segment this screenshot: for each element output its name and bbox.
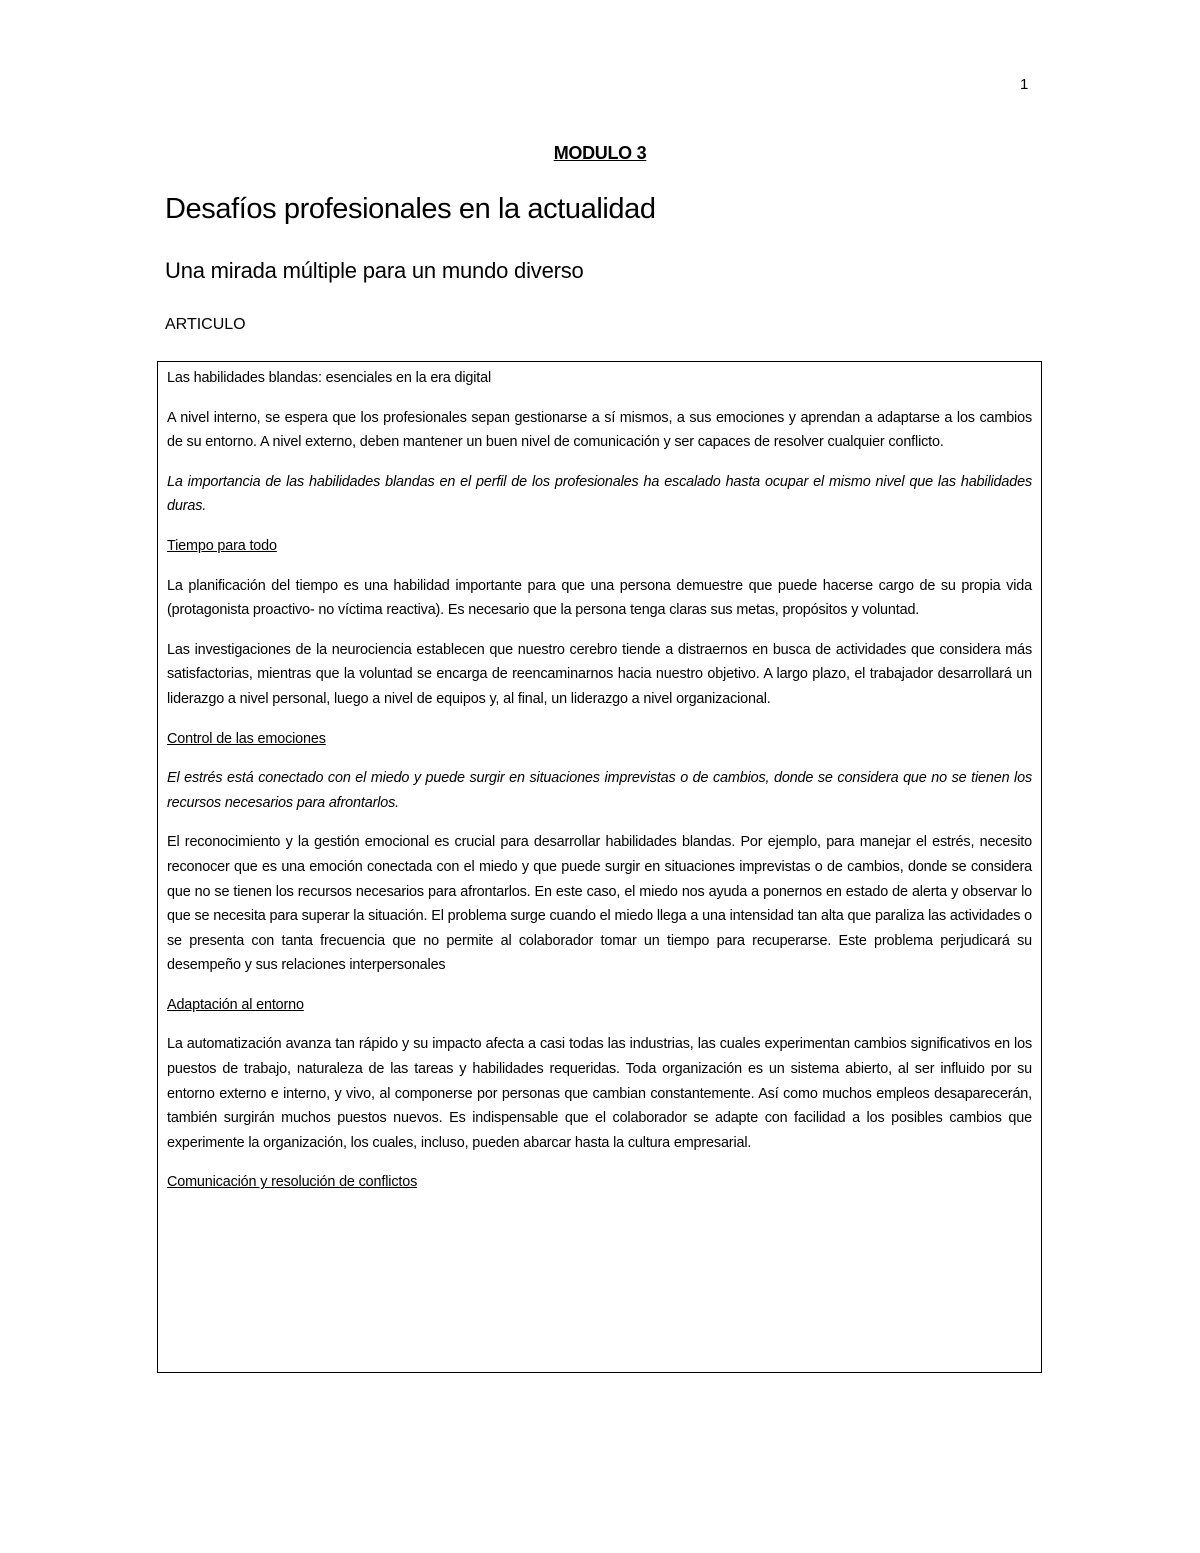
module-title: MODULO 3 xyxy=(553,143,647,163)
section-heading-communication: Comunicación y resolución de conflictos xyxy=(167,1174,418,1191)
article-paragraph: La planificación del tiempo es una habilidad importante para que una persona demuestre que puede hacerse cargo de su propia vida (protagonista proactivo- no víctima reactiva). Es necesario que la persona tenga claras sus metas, propósitos y voluntad. xyxy=(167,577,1032,619)
page-number: 1 xyxy=(1020,76,1029,93)
article-paragraph: La automatización avanza tan rápido y su impacto afecta a casi todas las industrias, las cuales experimentan cambios significativos en los puestos de trabajo, naturaleza de las tareas y habilidades requeridas. Toda organización es un sistema abierto, al ser influido por su entorno externo e interno, y vivo, al componerse por personas que cambian constantemente. Así como muchos empleos desaparecerán, también surgirán muchos puestos nuevos. Es indispensable que el colaborador se adapte con facilidad a los posibles cambios que experimente la organización, los cuales, incluso, pueden abarcar hasta la cultura empresarial. xyxy=(167,1036,1032,1151)
article-quote: La importancia de las habilidades blandas en el perfil de los profesionales ha escalado hasta ocupar el mismo nivel que las habilidades duras. xyxy=(167,473,1032,515)
section-heading-emotions: Control de las emociones xyxy=(167,730,326,747)
section-heading-time: Tiempo para todo xyxy=(167,537,277,554)
article-title: Las habilidades blandas: esenciales en la era digital xyxy=(167,370,492,386)
page-subtitle: Una mirada múltiple para un mundo diverso xyxy=(165,258,584,283)
article-intro: A nivel interno, se espera que los profesionales sepan gestionarse a sí mismos, a sus emociones y aprendan a adaptarse a los cambios de su entorno. A nivel externo, deben mantener un buen nivel de comunicación y ser capaces de resolver cualquier conflicto. xyxy=(167,409,1032,451)
section-label: ARTICULO xyxy=(165,316,246,333)
article-quote: El estrés está conectado con el miedo y puede surgir en situaciones imprevistas o de cambios, donde se considera que no se tienen los recursos necesarios para afrontarlos. xyxy=(167,770,1032,811)
article-paragraph: El reconocimiento y la gestión emocional es crucial para desarrollar habilidades blandas. Por ejemplo, para manejar el estrés, necesito reconocer que es una emoción conectada con el miedo y que puede surgir en situaciones imprevistas o de cambios, donde se considera que no se tienen los recursos necesarios para afrontarlos. En este caso, el miedo nos ayuda a ponernos en estado de alerta y observar lo que se necesita para superar la situación. El problema surge cuando el miedo llega a una intensidad tan alta que paraliza las actividades o se presenta con tanta frecuencia que no permite al colaborador tomar un tiempo para recuperarse. Este problema perjudicará su desempeño y sus relaciones interpersonales xyxy=(167,834,1032,974)
article-box xyxy=(157,361,1042,1373)
article-paragraph: Las investigaciones de la neurociencia establecen que nuestro cerebro tiende a distraernos en busca de actividades que considera más satisfactorias, mientras que la voluntad se encarga de reencaminarnos hacia nuestro objetivo. A largo plazo, el trabajador desarrollará un liderazgo a nivel personal, luego a nivel de equipos y, al final, un liderazgo a nivel organizacional. xyxy=(167,641,1032,707)
section-heading-adaptation: Adaptación al entorno xyxy=(167,996,304,1013)
page-title: Desafíos profesionales en la actualidad xyxy=(165,193,656,225)
